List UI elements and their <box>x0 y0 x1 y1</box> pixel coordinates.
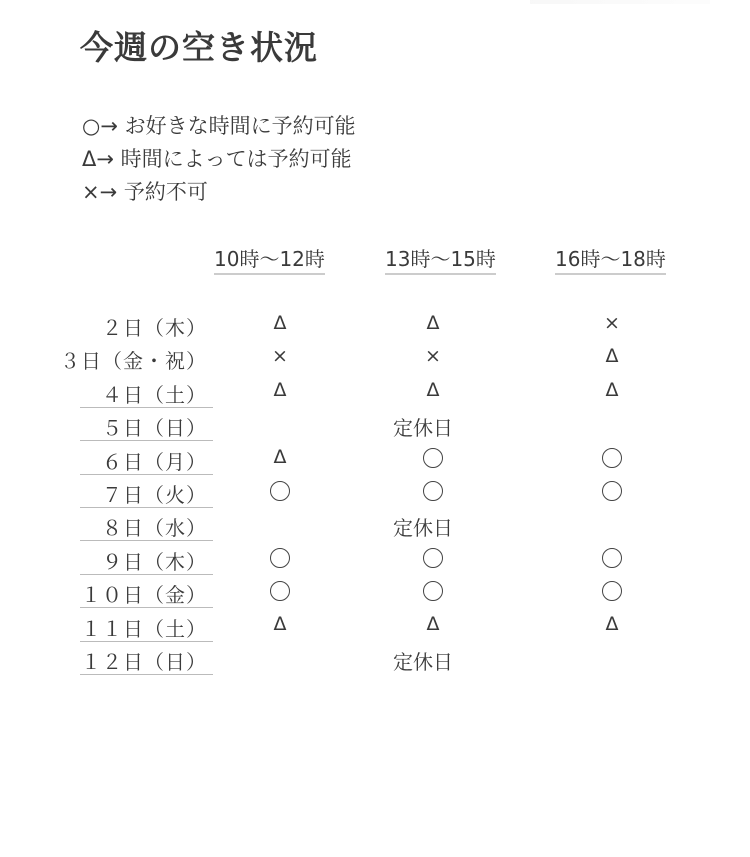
legend-partial: Δ→ 時間によっては予約可能 <box>82 147 352 171</box>
partial-mark: Δ <box>605 612 619 635</box>
available-circle-icon <box>602 548 622 568</box>
unavailable-mark: × <box>272 345 288 368</box>
schedule-row <box>0 444 750 477</box>
closed-day-label: 定休日 <box>393 416 453 441</box>
partial-mark: Δ <box>273 445 287 468</box>
time-slot-header-1: 10時〜12時 <box>214 243 325 275</box>
unavailable-mark: × <box>604 312 620 334</box>
available-circle-icon <box>270 481 290 501</box>
day-label: ３日（金・祝） <box>60 349 207 374</box>
day-label: １０日（金） <box>81 583 207 608</box>
schedule-row <box>0 477 750 510</box>
available-circle-icon <box>423 581 443 601</box>
day-label-cell <box>80 577 213 608</box>
partial-mark: Δ <box>273 312 287 334</box>
time-slot-header-3: 16時〜18時 <box>555 243 666 275</box>
available-circle-icon <box>602 581 622 601</box>
available-circle-icon <box>423 481 443 501</box>
partial-mark: Δ <box>426 612 440 635</box>
day-label: １２日（日） <box>81 650 207 674</box>
available-circle-icon <box>270 581 290 601</box>
day-label: ２日（木） <box>102 316 207 340</box>
day-label-cell <box>80 444 213 475</box>
partial-mark: Δ <box>426 378 440 401</box>
partial-mark: Δ <box>273 378 287 401</box>
schedule-row <box>0 343 750 376</box>
available-circle-icon <box>423 448 443 468</box>
schedule-row <box>0 377 750 410</box>
available-circle-icon <box>423 548 443 568</box>
partial-mark: Δ <box>605 378 619 401</box>
closed-day-label: 定休日 <box>393 650 453 674</box>
day-label: ５日（日） <box>102 416 207 441</box>
schedule-row <box>0 644 750 677</box>
schedule-row <box>0 544 750 577</box>
partial-mark: Δ <box>426 312 440 334</box>
day-label-cell <box>80 544 213 575</box>
legend-available: ○→ お好きな時間に予約可能 <box>82 114 356 138</box>
day-label-cell <box>80 377 213 408</box>
day-label: １１日（土） <box>81 616 207 641</box>
schedule-row <box>0 577 750 610</box>
faded-header-bar <box>530 0 710 4</box>
day-label-cell <box>60 343 213 374</box>
day-label: ８日（水） <box>102 516 207 541</box>
day-label: ９日（木） <box>102 549 207 574</box>
schedule-row <box>0 510 750 543</box>
schedule-row <box>0 310 750 343</box>
time-slot-header-2: 13時〜15時 <box>385 243 496 275</box>
available-circle-icon <box>270 548 290 568</box>
day-label-cell <box>80 644 213 675</box>
day-label-cell <box>80 310 213 341</box>
day-label: ６日（月） <box>102 449 207 474</box>
day-label: ４日（土） <box>102 382 207 407</box>
legend-unavailable: ×→ 予約不可 <box>82 180 208 204</box>
day-label: ７日（火） <box>102 483 207 507</box>
day-label-cell <box>80 611 213 642</box>
day-label-cell <box>80 410 213 441</box>
available-circle-icon <box>602 448 622 468</box>
day-label-cell <box>80 510 213 541</box>
available-circle-icon <box>602 481 622 501</box>
partial-mark: Δ <box>605 345 619 368</box>
schedule-row <box>0 410 750 443</box>
partial-mark: Δ <box>273 612 287 635</box>
day-label-cell <box>80 477 213 508</box>
schedule-row <box>0 611 750 644</box>
unavailable-mark: × <box>425 345 441 368</box>
closed-day-label: 定休日 <box>393 516 453 541</box>
page-title: 今週の空き状況 <box>80 28 318 67</box>
